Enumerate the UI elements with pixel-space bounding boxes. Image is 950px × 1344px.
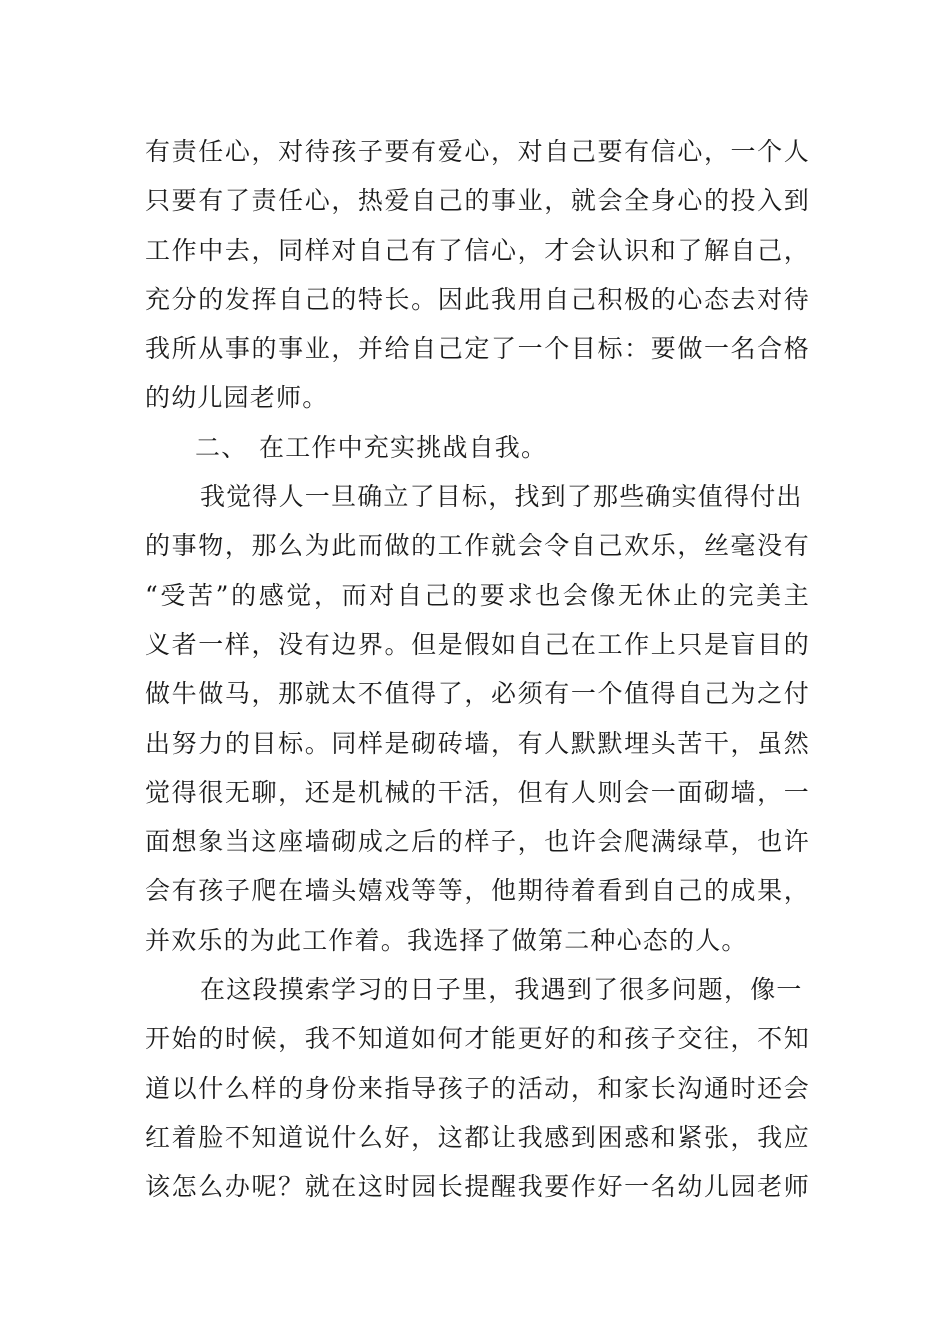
paragraph-line: 开始的时候，我不知道如何才能更好的和孩子交往，不知	[145, 1024, 810, 1054]
paragraph-line: 并欢乐的为此工作着。我选择了做第二种心态的人。	[145, 925, 748, 955]
paragraph-line: 做牛做马，那就太不值得了，必须有一个值得自己为之付	[145, 679, 810, 709]
paragraph-line: 红着脸不知道说什么好，这都让我感到困惑和紧张，我应	[145, 1122, 810, 1152]
section-title: 在工作中充实挑战自我。	[259, 432, 548, 462]
paragraph-line: 会有孩子爬在墙头嬉戏等等，他期待着看到自己的成果，	[145, 876, 810, 906]
paragraph-line: 只要有了责任心，热爱自己的事业，就会全身心的投入到	[145, 186, 810, 216]
paragraph-line: 工作中去，同样对自己有了信心，才会认识和了解自己，	[145, 235, 810, 265]
paragraph-line: 义者一样，没有边界。但是假如自己在工作上只是盲目的	[145, 629, 810, 659]
paragraph-line: 有责任心，对待孩子要有爱心，对自己要有信心，一个人	[145, 137, 810, 166]
section-heading	[145, 423, 810, 472]
document-body	[145, 127, 810, 1212]
paragraph-2	[145, 472, 810, 965]
paragraph-3	[145, 965, 810, 1211]
paragraph-line: 出努力的目标。同样是砌砖墙，有人默默埋头苦干，虽然	[145, 728, 810, 758]
paragraph-line: 我所从事的事业，并给自己定了一个目标：要做一名合格	[145, 334, 810, 364]
paragraph-line: “受苦”的感觉，而对自己的要求也会像无休止的完美主	[145, 580, 810, 610]
paragraph-line: 该怎么办呢？就在这时园长提醒我要作好一名幼儿园老师	[145, 1172, 810, 1202]
paragraph-line: 在这段摸索学习的日子里，我遇到了很多问题，像一	[200, 975, 803, 1005]
paragraph-line: 我觉得人一旦确立了目标，找到了那些确实值得付出	[200, 482, 803, 512]
paragraph-1	[145, 127, 810, 423]
section-number: 二、	[195, 432, 248, 462]
paragraph-line: 面想象当这座墙砌成之后的样子，也许会爬满绿草，也许	[145, 827, 810, 857]
paragraph-line: 道以什么样的身份来指导孩子的活动，和家长沟通时还会	[145, 1073, 810, 1103]
paragraph-line: 觉得很无聊，还是机械的干活，但有人则会一面砌墙，一	[145, 777, 810, 807]
paragraph-line: 充分的发挥自己的特长。因此我用自己积极的心态去对待	[145, 284, 810, 314]
paragraph-line: 的幼儿园老师。	[145, 383, 329, 413]
paragraph-line: 的事物，那么为此而做的工作就会令自己欢乐，丝毫没有	[145, 531, 810, 561]
